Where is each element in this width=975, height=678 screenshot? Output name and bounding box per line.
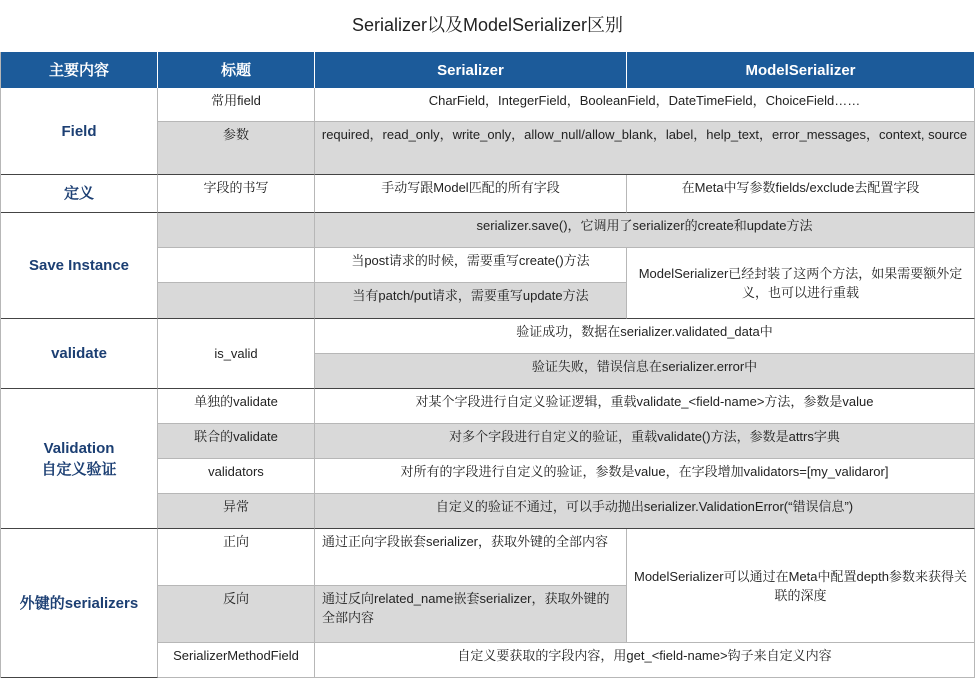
section-validate: validate: [1, 319, 158, 389]
row-field-writing-serializer: 手动写跟Model匹配的所有字段: [315, 175, 627, 213]
row-params-content: required，read_only，write_only，allow_null/allow_blank，label，help_text，error_messages，context, source: [315, 122, 975, 175]
row-validators-title: validators: [158, 459, 315, 494]
row-save-model: ModelSerializer已经封装了这两个方法，如果需要额外定义，也可以进行重载: [627, 248, 975, 319]
header-serializer: Serializer: [315, 52, 627, 88]
section-save-instance: Save Instance: [1, 213, 158, 319]
row-field-writing-title: 字段的书写: [158, 175, 315, 213]
section-validation: [1, 389, 158, 529]
header-main-content: 主要内容: [1, 52, 158, 88]
row-fk-model: ModelSerializer可以通过在Meta中配置depth参数来获得关联的深度: [627, 529, 975, 643]
row-save-content: serializer.save()，它调用了serializer的create和update方法: [315, 213, 975, 248]
row-exception-title: 异常: [158, 494, 315, 529]
row-joint-validate-content: 对多个字段进行自定义的验证，重载validate()方法，参数是attrs字典: [315, 424, 975, 459]
row-reverse-title: 反向: [158, 586, 315, 643]
row-method-field-title: SerializerMethodField: [158, 643, 315, 678]
row-save-title-empty: [158, 213, 315, 248]
row-common-field-title: 常用field: [158, 88, 315, 122]
row-method-field-content: 自定义要获取的字段内容，用get_<field-name>钩子来自定义内容: [315, 643, 975, 678]
row-forward-title: 正向: [158, 529, 315, 586]
row-patch-title-empty: [158, 283, 315, 319]
row-reverse-serializer: 通过反向related_name嵌套serializer，获取外键的全部内容: [315, 586, 627, 643]
header-modelserializer: ModelSerializer: [627, 52, 975, 88]
section-field: Field: [1, 88, 158, 175]
row-post-serializer: 当post请求的时候，需要重写create()方法: [315, 248, 627, 283]
header-title: 标题: [158, 52, 315, 88]
row-single-validate-title: 单独的validate: [158, 389, 315, 424]
row-exception-content: 自定义的验证不通过，可以手动抛出serializer.ValidationError(“错误信息”): [315, 494, 975, 529]
row-validators-content: 对所有的字段进行自定义的验证，参数是value，在字段增加validators=[my_validaror]: [315, 459, 975, 494]
page-title: Serializer以及ModelSerializer区别: [351, 15, 624, 35]
row-valid-failure: 验证失败，错误信息在serializer.error中: [315, 354, 975, 389]
row-single-validate-content: 对某个字段进行自定义验证逻辑，重载validate_<field-name>方法，参数是value: [315, 389, 975, 424]
comparison-table: [0, 52, 975, 678]
row-is-valid-title: is_valid: [158, 319, 315, 389]
row-common-field-content: CharField，IntegerField，BooleanField，DateTimeField，ChoiceField……: [315, 88, 975, 122]
row-params-title: 参数: [158, 122, 315, 175]
row-valid-success: 验证成功，数据在serializer.validated_data中: [315, 319, 975, 354]
section-validation-line2: 自定义验证: [41, 460, 117, 478]
section-foreign-key: 外键的serializers: [1, 529, 158, 678]
section-define: 定义: [1, 175, 158, 213]
row-joint-validate-title: 联合的validate: [158, 424, 315, 459]
section-validation-line1: Validation: [43, 439, 115, 457]
row-patch-serializer: 当有patch/put请求，需要重写update方法: [315, 283, 627, 319]
row-field-writing-model: 在Meta中写参数fields/exclude去配置字段: [627, 175, 975, 213]
row-post-title-empty: [158, 248, 315, 283]
row-forward-serializer: 通过正向字段嵌套serializer，获取外键的全部内容: [315, 529, 627, 586]
